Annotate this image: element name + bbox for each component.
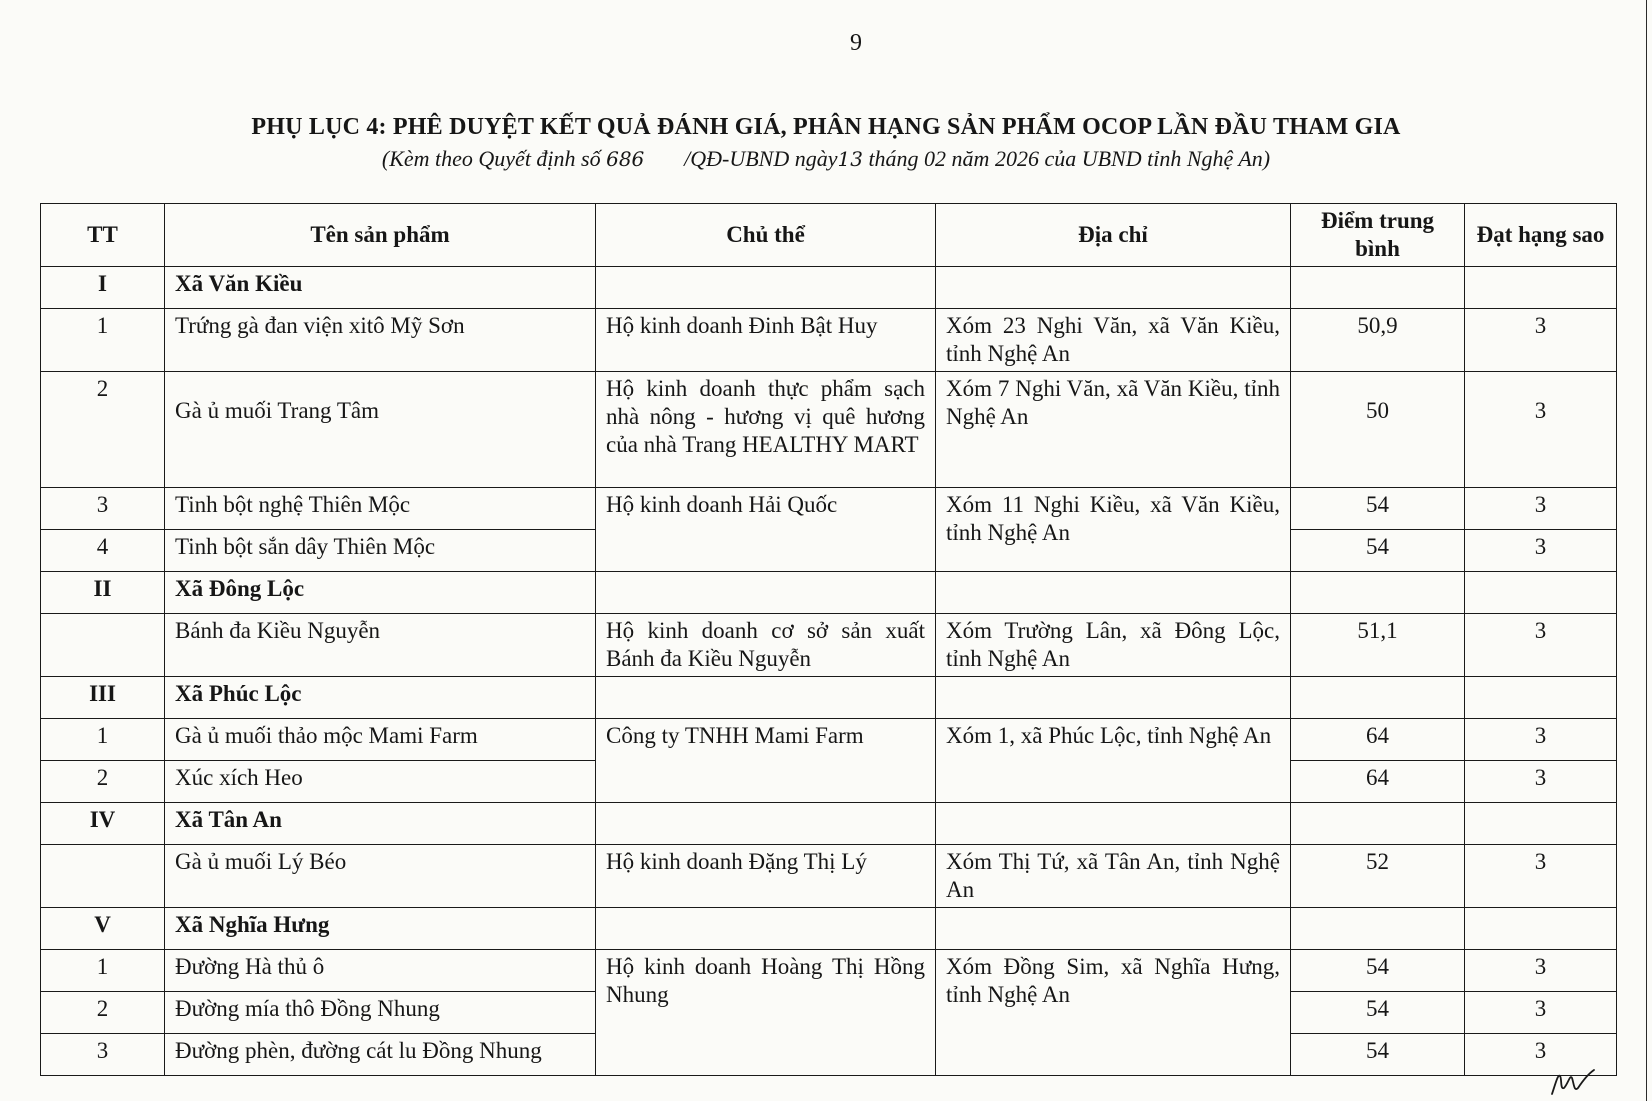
star-rank: 3 (1465, 309, 1617, 372)
section-number: V (41, 908, 165, 950)
average-score: 50 (1291, 372, 1465, 488)
owner-name: Hộ kinh doanh thực phẩm sạch nhà nông - hương vị quê hương của nhà Trang HEALTHY MART (596, 372, 936, 488)
owner-name: Công ty TNHH Mami Farm (596, 719, 936, 803)
star-rank: 3 (1465, 845, 1617, 908)
section-row (41, 803, 1617, 845)
section-number: II (41, 572, 165, 614)
star-rank: 3 (1465, 372, 1617, 488)
empty-cell (1465, 677, 1617, 719)
product-name: Đường mía thô Đồng Nhung (165, 992, 596, 1034)
average-score: 54 (1291, 950, 1465, 992)
product-name: Xúc xích Heo (165, 761, 596, 803)
header-owner: Chủ thể (596, 204, 936, 267)
average-score: 54 (1291, 992, 1465, 1034)
section-commune: Xã Tân An (165, 803, 596, 845)
address: Xóm Trường Lân, xã Đông Lộc, tỉnh Nghệ An (936, 614, 1291, 677)
owner-name: Hộ kinh doanh Hoàng Thị Hồng Nhung (596, 950, 936, 1076)
star-rank: 3 (1465, 992, 1617, 1034)
section-number: I (41, 267, 165, 309)
section-commune: Xã Văn Kiều (165, 267, 596, 309)
section-commune: Xã Phúc Lộc (165, 677, 596, 719)
average-score: 50,9 (1291, 309, 1465, 372)
owner-name: Hộ kinh doanh Đinh Bật Huy (596, 309, 936, 372)
initials-signature (1548, 1066, 1596, 1098)
address: Xóm Thị Tứ, xã Tân An, tỉnh Nghệ An (936, 845, 1291, 908)
row-number: 3 (41, 488, 165, 530)
star-rank: 3 (1465, 614, 1617, 677)
section-commune: Xã Nghĩa Hưng (165, 908, 596, 950)
owner-name: Hộ kinh doanh Hải Quốc (596, 488, 936, 572)
row-number: 1 (41, 719, 165, 761)
empty-cell (1291, 572, 1465, 614)
product-name: Tinh bột nghệ Thiên Mộc (165, 488, 596, 530)
empty-cell (1291, 677, 1465, 719)
subtitle-middle: /QĐ-UBND ngày (684, 146, 838, 171)
star-rank: 3 (1465, 719, 1617, 761)
table-header-row (41, 204, 1617, 267)
header-product: Tên sản phẩm (165, 204, 596, 267)
section-number: IV (41, 803, 165, 845)
section-row (41, 908, 1617, 950)
row-number: 1 (41, 950, 165, 992)
table-row (41, 950, 1617, 992)
average-score: 54 (1291, 488, 1465, 530)
average-score: 51,1 (1291, 614, 1465, 677)
appendix-title: PHỤ LỤC 4: PHÊ DUYỆT KẾT QUẢ ĐÁNH GIÁ, PHÂN HẠNG SẢN PHẨM OCOP LẦN ĐẦU THAM GIA (251, 114, 1401, 140)
section-row (41, 677, 1617, 719)
header-score: Điểm trung bình (1291, 204, 1465, 267)
address: Xóm 1, xã Phúc Lộc, tỉnh Nghệ An (936, 719, 1291, 803)
table-row (41, 372, 1617, 488)
address: Xóm 7 Nghi Văn, xã Văn Kiều, tỉnh Nghệ An (936, 372, 1291, 488)
star-rank: 3 (1465, 488, 1617, 530)
product-name: Đường phèn, đường cát lu Đồng Nhung (165, 1034, 596, 1076)
product-name: Gà ủ muối thảo mộc Mami Farm (165, 719, 596, 761)
handwritten-decision-number: 686 (606, 147, 645, 171)
owner-name: Hộ kinh doanh Đặng Thị Lý (596, 845, 936, 908)
appendix-subtitle (0, 146, 1652, 172)
empty-cell (596, 677, 936, 719)
product-name: Trứng gà đan viện xitô Mỹ Sơn (165, 309, 596, 372)
star-rank: 3 (1465, 1034, 1617, 1076)
table-row (41, 488, 1617, 530)
star-rank: 3 (1465, 530, 1617, 572)
row-number: 1 (41, 309, 165, 372)
empty-cell (936, 803, 1291, 845)
star-rank: 3 (1465, 761, 1617, 803)
address: Xóm 23 Nghi Văn, xã Văn Kiều, tỉnh Nghệ An (936, 309, 1291, 372)
section-row (41, 267, 1617, 309)
empty-cell (1291, 267, 1465, 309)
empty-cell (1291, 803, 1465, 845)
empty-cell (596, 267, 936, 309)
row-number: 2 (41, 372, 165, 488)
header-address: Địa chỉ (936, 204, 1291, 267)
section-row (41, 572, 1617, 614)
empty-cell (596, 908, 936, 950)
ocop-results-table (40, 203, 1617, 1076)
empty-cell (1465, 908, 1617, 950)
table-row (41, 309, 1617, 372)
row-number: 2 (41, 992, 165, 1034)
table-row (41, 845, 1617, 908)
row-number: 4 (41, 530, 165, 572)
empty-cell (936, 572, 1291, 614)
empty-cell (596, 803, 936, 845)
product-name: Đường Hà thủ ô (165, 950, 596, 992)
average-score: 64 (1291, 719, 1465, 761)
average-score: 64 (1291, 761, 1465, 803)
table-row (41, 719, 1617, 761)
product-name: Bánh đa Kiều Nguyễn (165, 614, 596, 677)
empty-cell (596, 572, 936, 614)
empty-cell (1465, 803, 1617, 845)
subtitle-suffix: tháng 02 năm 2026 của UBND tỉnh Nghệ An) (862, 146, 1271, 171)
header-tt: TT (41, 204, 165, 267)
average-score: 54 (1291, 530, 1465, 572)
product-name: Tinh bột sắn dây Thiên Mộc (165, 530, 596, 572)
average-score: 54 (1291, 1034, 1465, 1076)
empty-cell (936, 267, 1291, 309)
row-number: 2 (41, 761, 165, 803)
section-number: III (41, 677, 165, 719)
average-score: 52 (1291, 845, 1465, 908)
subtitle-prefix: (Kèm theo Quyết định số (381, 146, 601, 171)
empty-cell (1291, 908, 1465, 950)
address: Xóm 11 Nghi Kiều, xã Văn Kiều, tỉnh Nghệ An (936, 488, 1291, 572)
row-number: 3 (41, 1034, 165, 1076)
empty-cell (936, 677, 1291, 719)
page-number: 9 (850, 30, 862, 56)
section-commune: Xã Đông Lộc (165, 572, 596, 614)
empty-cell (936, 908, 1291, 950)
star-rank: 3 (1465, 950, 1617, 992)
handwritten-day: 13 (837, 147, 863, 171)
address: Xóm Đồng Sim, xã Nghĩa Hưng, tỉnh Nghệ An (936, 950, 1291, 1076)
product-name: Gà ủ muối Trang Tâm (165, 372, 596, 488)
row-number (41, 614, 165, 677)
empty-cell (1465, 572, 1617, 614)
row-number (41, 845, 165, 908)
product-name: Gà ủ muối Lý Béo (165, 845, 596, 908)
table-row (41, 614, 1617, 677)
header-stars: Đạt hạng sao (1465, 204, 1617, 267)
empty-cell (1465, 267, 1617, 309)
owner-name: Hộ kinh doanh cơ sở sản xuất Bánh đa Kiều Nguyễn (596, 614, 936, 677)
